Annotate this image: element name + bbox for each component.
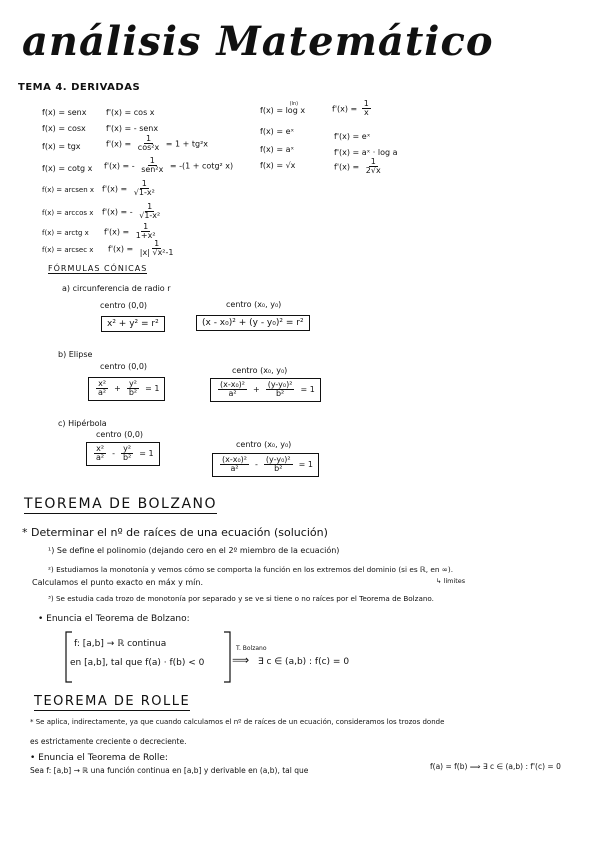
eq-text: (x - x₀)² + (y - y₀)² = r² bbox=[202, 318, 304, 328]
bolzano-enuncia: • Enuncia el Teorema de Bolzano: bbox=[38, 614, 190, 624]
bolzano-star-note: * Determinar el nº de raíces de una ecuación (solución) bbox=[22, 526, 328, 539]
deriv-suffix: = 1 + tg²x bbox=[165, 139, 209, 149]
frac-den: sen²x bbox=[141, 165, 164, 175]
rolle-star-1: * Se aplica, indirectamente, ya que cuando calculamos el nº de raíces de un ecuación, consideramos los trozos donde bbox=[30, 718, 445, 726]
bolzano-step-3: ³) Se estudia cada trozo de monotonía por separado y se ve si tiene o no raíces por el Teorema de Bolzano. bbox=[48, 594, 434, 603]
eq-text: x² + y² = r² bbox=[107, 319, 159, 329]
frac-den: b² bbox=[123, 453, 132, 463]
rolle-enuncia: • Enuncia el Teorema de Rolle: bbox=[30, 753, 168, 763]
deriv-fraction bbox=[132, 180, 157, 198]
rolle-heading: TEOREMA DE ROLLE bbox=[34, 694, 191, 709]
deriv-function-text: f(x) = log x bbox=[260, 106, 306, 115]
eq-rhs: = 1 bbox=[145, 384, 160, 394]
deriv-result: f'(x) = aˣ · log a bbox=[334, 148, 398, 157]
centro-label: centro (x₀, y₀) bbox=[226, 300, 282, 309]
frac-den: a² bbox=[230, 464, 239, 474]
deriv-result bbox=[334, 158, 385, 176]
frac bbox=[96, 380, 108, 398]
deriv-result: f'(x) = eˣ bbox=[334, 132, 371, 141]
deriv-result bbox=[102, 180, 159, 198]
frac bbox=[220, 456, 249, 474]
deriv-result bbox=[106, 135, 208, 153]
frac bbox=[218, 381, 247, 399]
bolzano-tb-label: T. Bolzano bbox=[236, 645, 267, 652]
deriv-function: f(x) = arcsen x bbox=[42, 186, 95, 194]
deriv-fraction bbox=[364, 158, 383, 176]
centro-label: centro (0,0) bbox=[100, 301, 148, 310]
deriv-result: f'(x) = cos x bbox=[106, 108, 155, 117]
deriv-function: f(x) = √x bbox=[260, 161, 296, 170]
frac-den: x bbox=[363, 108, 369, 118]
circunferencia-label: a) circunferencia de radio r bbox=[62, 284, 171, 293]
deriv-function: f(x) = tgx bbox=[42, 142, 81, 151]
frac-num: 1 bbox=[370, 157, 376, 166]
bolzano-conclusion: ∃ c ∈ (a,b) : f(c) = 0 bbox=[258, 657, 350, 667]
frac-den: √1-x² bbox=[139, 211, 161, 221]
deriv-fraction bbox=[138, 240, 176, 258]
deriv-result bbox=[104, 157, 233, 175]
hiperbola-eq-center bbox=[212, 453, 319, 477]
centro-label: centro (x₀, y₀) bbox=[236, 440, 292, 449]
deriv-result: f'(x) = - senx bbox=[106, 124, 159, 133]
frac-num: y² bbox=[128, 379, 137, 388]
deriv-fraction bbox=[139, 157, 165, 175]
rolle-line: Sea f: [a,b] → ℝ una función continua en [a,b] y derivable en (a,b), tal que bbox=[30, 766, 309, 775]
hiperbola-eq-origin bbox=[86, 442, 160, 466]
bolzano-implies: ⟹ bbox=[232, 653, 250, 667]
deriv-function: f(x) = arctg x bbox=[42, 229, 89, 237]
bolzano-step-2: ²) Estudiamos la monotonía y vemos cómo se comporta la función en los extremos del dominio (si es ℝ, en ∞). bbox=[48, 565, 454, 574]
deriv-function: f(x) = arcsec x bbox=[42, 246, 94, 254]
rolle-star-2: es estrictamente creciente o decreciente. bbox=[30, 737, 187, 746]
op: - bbox=[255, 460, 258, 470]
frac-num: 1 bbox=[143, 222, 149, 231]
frac-num: x² bbox=[98, 379, 107, 388]
frac-num: 1 bbox=[145, 134, 152, 143]
frac bbox=[127, 380, 139, 398]
frac-num: 1 bbox=[141, 179, 147, 188]
frac-num: 1 bbox=[149, 156, 155, 165]
deriv-function: f(x) = cotg x bbox=[42, 164, 93, 173]
deriv-function bbox=[260, 101, 316, 115]
deriv-fraction bbox=[137, 203, 162, 221]
deriv-prefix: f'(x) = - bbox=[104, 161, 135, 171]
op: + bbox=[114, 384, 121, 394]
hiperbola-label: c) Hipérbola bbox=[58, 419, 107, 428]
frac-num: x² bbox=[96, 444, 105, 453]
deriv-row bbox=[42, 108, 86, 117]
bolzano-limits-note: ↳ límites bbox=[436, 577, 466, 585]
frac-den: |x| √x²-1 bbox=[139, 248, 174, 258]
frac-den: 1+x² bbox=[135, 231, 156, 241]
frac-num: 1 bbox=[147, 202, 153, 211]
frac-den: cos²x bbox=[137, 143, 160, 153]
bolzano-heading: TEOREMA DE BOLZANO bbox=[24, 496, 218, 512]
frac bbox=[94, 445, 106, 463]
circ-eq-origin bbox=[101, 316, 165, 332]
frac-num: y² bbox=[123, 444, 132, 453]
frac-num: (x-x₀)² bbox=[220, 380, 246, 389]
frac bbox=[266, 381, 295, 399]
frac-den: b² bbox=[128, 388, 138, 398]
conicas-heading: FÓRMULAS CÓNICAS bbox=[48, 264, 148, 273]
deriv-function: f(x) = aˣ bbox=[260, 145, 295, 154]
elipse-eq-center bbox=[210, 378, 321, 402]
bolzano-line-1: f: [a,b] → ℝ continua bbox=[74, 639, 167, 649]
deriv-sup: (ln) bbox=[289, 101, 299, 107]
frac-num: (y-y₀)² bbox=[267, 380, 293, 389]
centro-label: centro (0,0) bbox=[96, 430, 144, 439]
deriv-result bbox=[104, 223, 160, 241]
centro-label: centro (x₀, y₀) bbox=[232, 366, 288, 375]
frac-num: 1 bbox=[154, 239, 160, 248]
elipse-eq-origin bbox=[88, 377, 165, 401]
op: - bbox=[112, 449, 115, 459]
deriv-result bbox=[332, 100, 373, 118]
centro-label: centro (0,0) bbox=[100, 362, 148, 371]
deriv-prefix: f'(x) = bbox=[108, 244, 134, 254]
frac-num: 1 bbox=[363, 99, 369, 108]
page-title: análisis Matemático bbox=[22, 18, 494, 65]
frac-num: (x-x₀)² bbox=[222, 455, 248, 464]
op: + bbox=[253, 385, 260, 395]
frac-den: a² bbox=[228, 389, 237, 399]
deriv-prefix: f'(x) = bbox=[334, 162, 360, 172]
deriv-function: f(x) = cosx bbox=[42, 124, 86, 133]
deriv-prefix: f'(x) = bbox=[102, 184, 128, 194]
deriv-function: f(x) = eˣ bbox=[260, 127, 295, 136]
frac bbox=[264, 456, 293, 474]
circ-eq-center bbox=[196, 315, 310, 331]
eq-rhs: = 1 bbox=[139, 449, 154, 459]
eq-rhs: = 1 bbox=[298, 460, 313, 470]
frac-den: a² bbox=[96, 453, 105, 463]
frac-den: 2√x bbox=[365, 166, 381, 176]
rolle-conclusion: f(a) = f(b) ⟹ ∃ c ∈ (a,b) : f'(c) = 0 bbox=[430, 762, 561, 771]
frac bbox=[121, 445, 133, 463]
deriv-function: f(x) = arccos x bbox=[42, 209, 94, 217]
deriv-prefix: f'(x) = bbox=[104, 227, 130, 237]
deriv-function: f(x) = senx bbox=[42, 108, 87, 117]
elipse-label: b) Elipse bbox=[58, 350, 93, 359]
frac-den: √1-x² bbox=[133, 188, 155, 198]
tema-heading: TEMA 4. DERIVADAS bbox=[18, 82, 141, 93]
frac-den: b² bbox=[275, 389, 285, 399]
deriv-fraction bbox=[136, 135, 161, 153]
deriv-result bbox=[102, 203, 164, 221]
deriv-fraction bbox=[362, 100, 371, 118]
frac-den: b² bbox=[274, 464, 283, 474]
deriv-suffix: = -(1 + cotg² x) bbox=[169, 161, 234, 171]
bolzano-line-2: en [a,b], tal que f(a) · f(b) < 0 bbox=[70, 658, 205, 668]
eq-rhs: = 1 bbox=[300, 385, 315, 395]
bolzano-step-1: ¹) Se define el polinomio (dejando cero en el 2º miembro de la ecuación) bbox=[48, 546, 340, 555]
bolzano-step-2b: Calculamos el punto exacto en máx y mín. bbox=[32, 578, 203, 587]
deriv-prefix: f'(x) = bbox=[332, 104, 358, 114]
deriv-prefix: f'(x) = - bbox=[102, 207, 133, 217]
frac-den: a² bbox=[98, 388, 107, 398]
frac-num: (y-y₀)² bbox=[265, 455, 291, 464]
deriv-prefix: f'(x) = bbox=[106, 139, 132, 149]
deriv-result bbox=[108, 240, 177, 258]
